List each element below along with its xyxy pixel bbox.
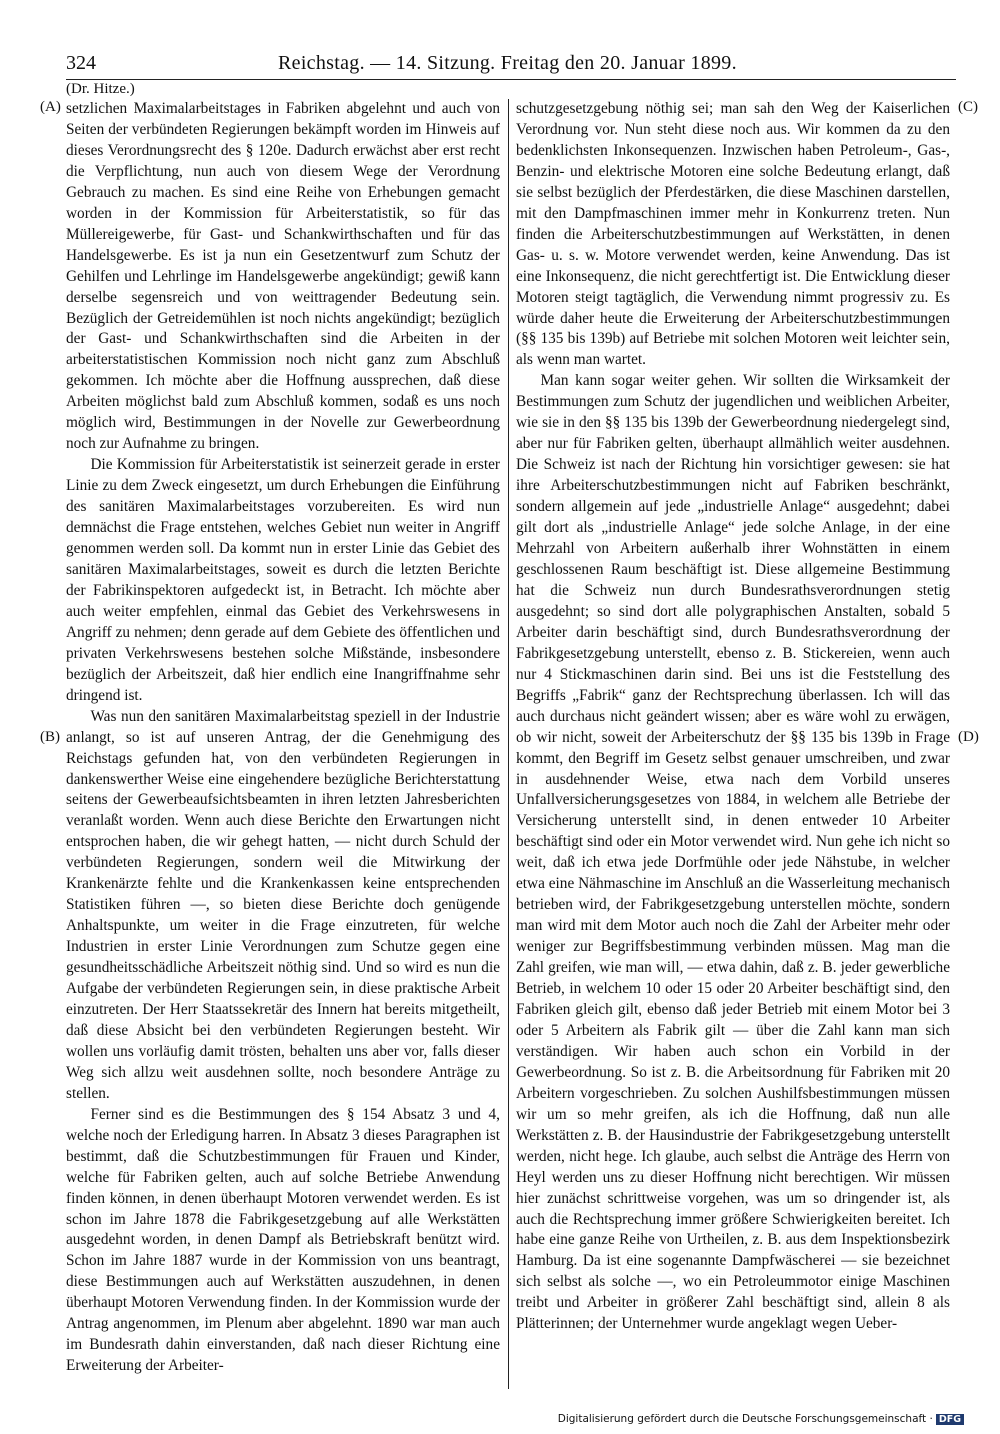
paragraph: Die Kommission für Arbeiterstatistik ist seinerzeit gerade in erster Linie zu dem Zweck eingesetzt, um durch Erhebungen die Einführung des sanitären Maximalarbeitstages vorzubereiten. Es wird nun demnächst die Frage entstehen, welches Gebiet nun weiter in Angriff genommen werden soll. Da kommt nun in erster Linie das Gebiet des sanitären Maximalarbeitstages, soweit es durch die letzten Berichte der Fabrikinspektoren aufgedeckt ist, in Betracht. Ich möchte aber auch weiter empfehlen, einmal das Gebiet des Verkehrswesens in Angriff zu nehmen; denn gerade auf dem Gebiete des öffentlichen und privaten Verkehrswesens bestehen solche Mißstände, insbesondere bezüglich der Arbeitszeit, daß hier endlich eine Inangriffnahme sehr dringend ist. [66,456,500,704]
margin-marker-c: (C) [958,99,978,115]
header-rule [66,79,956,80]
footer-credit [558,1413,964,1425]
column-divider [508,99,509,1389]
page-number: 324 [66,52,96,74]
margin-marker-d: (D) [958,729,979,745]
footer-text: Digitalisierung gefördert durch die Deutsche Forschungsgemeinschaft · [557,1413,933,1425]
paragraph: Man kann sogar weiter gehen. Wir sollten die Wirksamkeit der Bestimmungen zum Schutz der jugendlichen und weiblichen Arbeiter, wie sie in den §§ 135 bis 139b der Gewerbeordnung niedergelegt sind, aber nur für Fabriken gelten, überhaupt allmählich weiter ausdehnen. Die Schweiz ist nach der Richtung hin vorsichtiger gewesen: sie hat ihre Arbeiterschutzbestimmungen nicht auf Fabriken beschränkt, sondern allgemein auf jede „industrielle Anlage“ ausgedehnt; dabei gilt dort als „industrielle Anlage“ jede solche Anlage, in der eine Mehrzahl von Arbeitern außerhalb ihrer Wohnstätten in einem geschlossenen Raum beschäftigt ist. Diese allgemeine Bestimmung hat die Schweiz nun durch Bundesrathsverordnungen stetig ausgedehnt; so sind dort alle polygraphischen Anstalten, sobald 5 Arbeiter darin beschäftigt sind, durch Bundesrathsverordnung der Fabrikgesetzgebung unterstellt, ebenso z. B. Stickereien, wenn auch nur 4 Stickmaschinen darin sind. Bei uns ist die Feststellung des Begriffs „Fabrik“ ganz der Rechtsprechung überlassen. Ich will das auch durchaus nicht geändert wissen; aber es wäre wohl zu erwägen, ob wir nicht, soweit der Arbeiterschutz der §§ 135 bis 139b in Frage kommt, den Begriff im Gesetz selbst genauer umschreiben, und zwar in ausdehnender Weise, etwa nach dem Vorbild unseres Unfallversicherungsgesetzes von 1884, in welchem alle Betriebe der Versicherung unterstellt sind, in denen entweder 10 Arbeiter beschäftigt sind oder ein Motor verwendet wird. Nun gehe ich nicht so weit, daß ich etwa jede Dorfmühle oder jede Nähstube, in welcher etwa eine Nähmaschine im Anschluß an die Wasserleitung mechanisch betrieben wird, der Fabrikgesetzgebung unterstellen möchte, sondern man wird mit dem Motor auch noch die Zahl der Arbeiter mehr oder weniger zur Begriffsbestimmung verbinden müssen. Mag man die Zahl greifen, wie man will, — etwa dahin, daß z. B. jeder gewerbliche Betrieb, in welchem 10 oder 15 oder 20 Arbeiter beschäftigt sind, den Fabriken gleich gilt, ebenso daß jeder Betrieb mit einem Motor bei 3 oder 5 Arbeitern als Fabrik gilt — über die Zahl kann man sich verständigen. Wir haben auch schon ein Vorbild in der Gewerbeordnung. So ist z. B. die Arbeitsordnung für Fabriken mit 20 Arbeitern vorgeschrieben. Zu solchen Aushilfsbestimmungen müssen wir um so mehr greifen, als ich die Hoffnung, daß nun alle Werkstätten z. B. der Hausindustrie der Fabrikgesetzgebung unterstellt werden, nicht hege. Ich glaube, auch selbst die Anträge des Herrn von Heyl werden uns zu dieser Hoffnung nicht berechtigen. Wir müssen hier zunächst schrittweise vorgehen, was um so dringender ist, als auch die Rechtsprechung immer größere Schwierigkeiten bereitet. Ich habe eine ganze Reihe von Urtheilen, z. B. aus dem Inspektionsbezirk Hamburg. Da ist eine sogenannte Dampfwäscherei — sie bezeichnet sich selbst als solche —, wo ein Petroleummotor einige Maschinen treibt und Arbeiter in größerer Zahl beschäftigt sind, allein 8 als Plätterinnen; der Unternehmer wurde angeklagt wegen Ueber- [516,372,950,1333]
dfg-logo: DFG [936,1414,964,1425]
speaker-label: (Dr. Hitze.) [66,81,135,97]
page-header [66,50,956,80]
margin-marker-b: (B) [40,729,60,745]
running-head: Reichstag. — 14. Sitzung. Freitag den 20. Januar 1899. [278,52,737,74]
paragraph: schutzgesetzgebung nöthig sei; man sah den Weg der Kaiserlichen Verordnung vor. Nun steht diese noch aus. Wir kommen da zu den bedenklichsten Inkonsequenzen. Inzwischen haben Petroleum-, Gas-, Benzin- und elektrische Motoren eine solche Bedeutung erlangt, daß sie selbst bezüglich der Pferdestärken, die diese Maschinen darstellen, mit den Dampfmaschinen immer mehr in Konkurrenz treten. Nun finden die Arbeiterschutzbestimmungen auf Werkstätten, in denen Gas- u. s. w. Motore verwendet werden, keine Anwendung. Das ist eine Inkonsequenz, die nicht gerechtfertigt ist. Die Entwicklung dieser Motoren steigt tagtäglich, die Verwendung nimmt progressiv zu. Es würde daher heute die Erweiterung der Arbeiterschutzbestimmungen (§§ 135 bis 139b) auf Betriebe mit solchen Motoren weit leichter sein, als wenn man wartet. [516,100,950,369]
paragraph: Was nun den sanitären Maximalarbeitstag speziell in der Industrie anlangt, so ist auf unseren Antrag, der die Genehmigung des Reichstags gefunden hat, von den verbündeten Regierungen in dankenswerther Weise eine eingehendere bezügliche Berichterstattung seitens der Gewerbeaufsichtsbeamten in ihren letzten Jahresberichten veranlaßt worden. Wenn auch diese Berichte den Erwartungen nicht entsprochen haben, die wir gehegt hatten, — nicht durch Schuld der verbündeten Regierungen, sondern weil die Mitwirkung der Krankenärzte fehlte und die Krankenkassen keine entsprechenden Statistiken führen —, so bieten diese Berichte doch genügende Anhaltspunkte, um weiter in die Frage einzutreten, für welche Industrien in erster Linie Verordnungen zum Schutze gegen eine gesundheitsschädliche Arbeitszeit nöthig sind. Und so wird es nun die Aufgabe der verbündeten Regierungen sein, in diese praktische Arbeit einzutreten. Der Herr Staatssekretär des Innern hat bereits mitgetheilt, daß diese Absicht bei den verbündeten Regierungen besteht. Wir wollen uns vorläufig damit trösten, behalten uns aber vor, falls dieser Weg sich allzu weit ausdehnen sollte, noch besondere Anträge zu stellen. [66,707,500,1102]
right-column [516,99,950,1335]
paragraph: Ferner sind es die Bestimmungen des § 154 Absatz 3 und 4, welche noch der Erledigung harren. In Absatz 3 dieses Paragraphen ist bestimmt, daß die Schutzbestimmungen für Frauen und Kinder, welche für Fabriken gelten, auch auf solche Betriebe Anwendung finden können, in denen überhaupt Motoren verwendet werden. Es ist schon im Jahre 1878 die Fabrikgesetzgebung auf alle Werkstätten ausgedehnt worden, in denen Dampf als Betriebskraft benützt wird. Schon im Jahre 1887 wurde in der Kommission von uns beantragt, diese Bestimmungen auch auf Werkstätten auszudehnen, in denen überhaupt Motoren Verwendung finden. In der Kommission wurde der Antrag angenommen, im Plenum aber abgelehnt. 1890 war man auch im Bundesrath dahin einverstanden, daß nach dieser Richtung eine Erweiterung der Arbeiter- [66,1105,500,1375]
paragraph: setzlichen Maximalarbeitstages in Fabriken abgelehnt und auch von Seiten der verbündeten Regierungen bekämpft worden im Hinweis auf dieses Verordnungsrecht des § 120e. Dadurch erwächst aber erst recht die Verpflichtung, nun auch von diesem Wege der Verordnung Gebrauch zu machen. Es sind eine Reihe von Erhebungen gemacht worden in der Kommission für Arbeiterstatistik, so für das Müllereigewerbe, für Gast- und Schankwirthschaften und für das Handelsgewerbe. Es ist ja nun ein Gesetzentwurf zum Schutz der Gehilfen und Lehrlinge im Handelsgewerbe angekündigt; gewiß kann derselbe segensreich und von weittragender Bedeutung sein. Bezüglich der Getreidemühlen ist noch nichts angekündigt; bezüglich der Gast- und Schankwirthschaften sind die Arbeiten in der arbeiterstatistischen Kommission noch nicht ganz zum Abschluß gekommen. Ich möchte aber die Hoffnung aussprechen, daß diese Arbeiten möglichst bald zum Abschluß kommen, sodaß es uns noch möglich wird, Bestimmungen in der Novelle zur Gewerbeordnung noch zur Aufnahme zu bringen. [66,100,500,453]
margin-marker-a: (A) [40,99,61,115]
left-column [66,99,500,1377]
